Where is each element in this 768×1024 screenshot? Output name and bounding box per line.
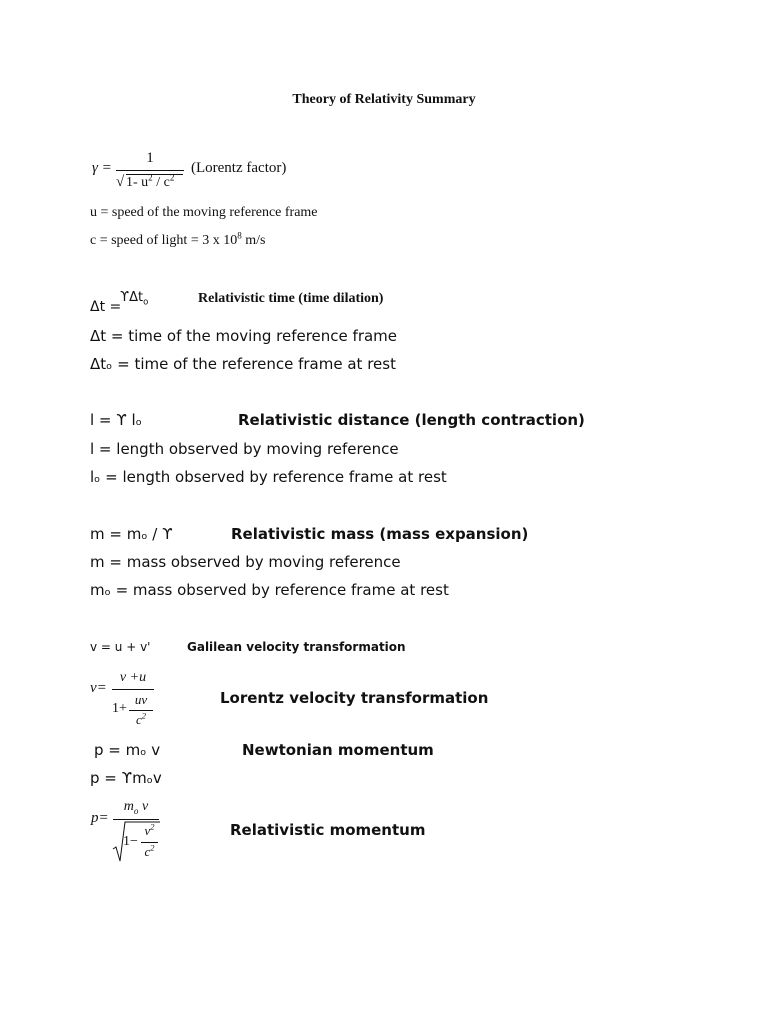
mass-definition-1: m = mass observed by moving reference — [90, 553, 401, 571]
length-contraction-label: Relativistic distance (length contraction) — [238, 411, 585, 429]
galilean-label: Galilean velocity transformation — [187, 640, 406, 654]
fraction-bar — [116, 170, 184, 171]
page-title: Theory of Relativity Summary — [292, 92, 476, 107]
denominator-one: 1+ — [112, 701, 127, 716]
newtonian-momentum-label: Newtonian momentum — [242, 741, 434, 759]
lorentz-numerator: 1 — [146, 150, 154, 166]
mass-definition-2: mₒ = mass observed by reference frame at rest — [90, 581, 449, 599]
lorentz-velocity-label: Lorentz velocity transformation — [220, 689, 489, 707]
gamma-lhs: γ = — [92, 160, 112, 176]
time-definition-1: Δt = time of the moving reference frame — [90, 327, 398, 345]
fraction-bar — [113, 819, 159, 820]
mass-expansion-label: Relativistic mass (mass expansion) — [231, 525, 529, 543]
relativistic-momentum-label: Relativistic momentum — [230, 821, 426, 839]
momentum-numerator: $m_o$ v — [123, 799, 149, 816]
lorentz-velocity-lhs: v= — [90, 680, 107, 696]
root-inner-denominator: $c^2$ — [144, 842, 155, 859]
definition-u: u = speed of the moving reference frame — [90, 205, 318, 220]
length-definition-1: l = length observed by moving reference — [90, 440, 399, 458]
root-inner-numerator: $v^2$ — [144, 821, 155, 838]
definition-c: c = speed of light = 3 x $10^8$ m/s — [90, 230, 266, 248]
lorentz-denominator: 1- $u^2 / c^2$ — [126, 172, 175, 190]
sqrt-symbol: √ — [116, 174, 125, 190]
galilean-formula: v = u + v' — [90, 640, 151, 654]
root-one: 1− — [123, 834, 138, 849]
lorentz-velocity-numerator: v +u — [119, 670, 147, 685]
inner-denominator: $c^2$ — [136, 710, 146, 727]
inner-numerator: uv — [134, 692, 148, 707]
lorentz-factor-label: (Lorentz factor) — [191, 160, 287, 176]
relativistic-momentum-simple: p = ϒmₒv — [90, 769, 162, 787]
length-formula: l = ϒ lₒ — [90, 411, 142, 429]
time-definition-2: Δtₒ = time of the reference frame at rest — [90, 355, 396, 373]
momentum-lhs: p= — [91, 810, 109, 826]
time-dilation-label: Relativistic time (time dilation) — [198, 291, 384, 306]
time-rhs: ϒΔt$_o$ — [120, 290, 149, 307]
time-lhs: Δt = — [90, 299, 122, 315]
mass-formula: m = mₒ / ϒ — [90, 525, 173, 543]
length-definition-2: lₒ = length observed by reference frame at rest — [90, 468, 447, 486]
fraction-bar — [112, 689, 154, 690]
newtonian-formula: p = mₒ v — [94, 741, 161, 759]
